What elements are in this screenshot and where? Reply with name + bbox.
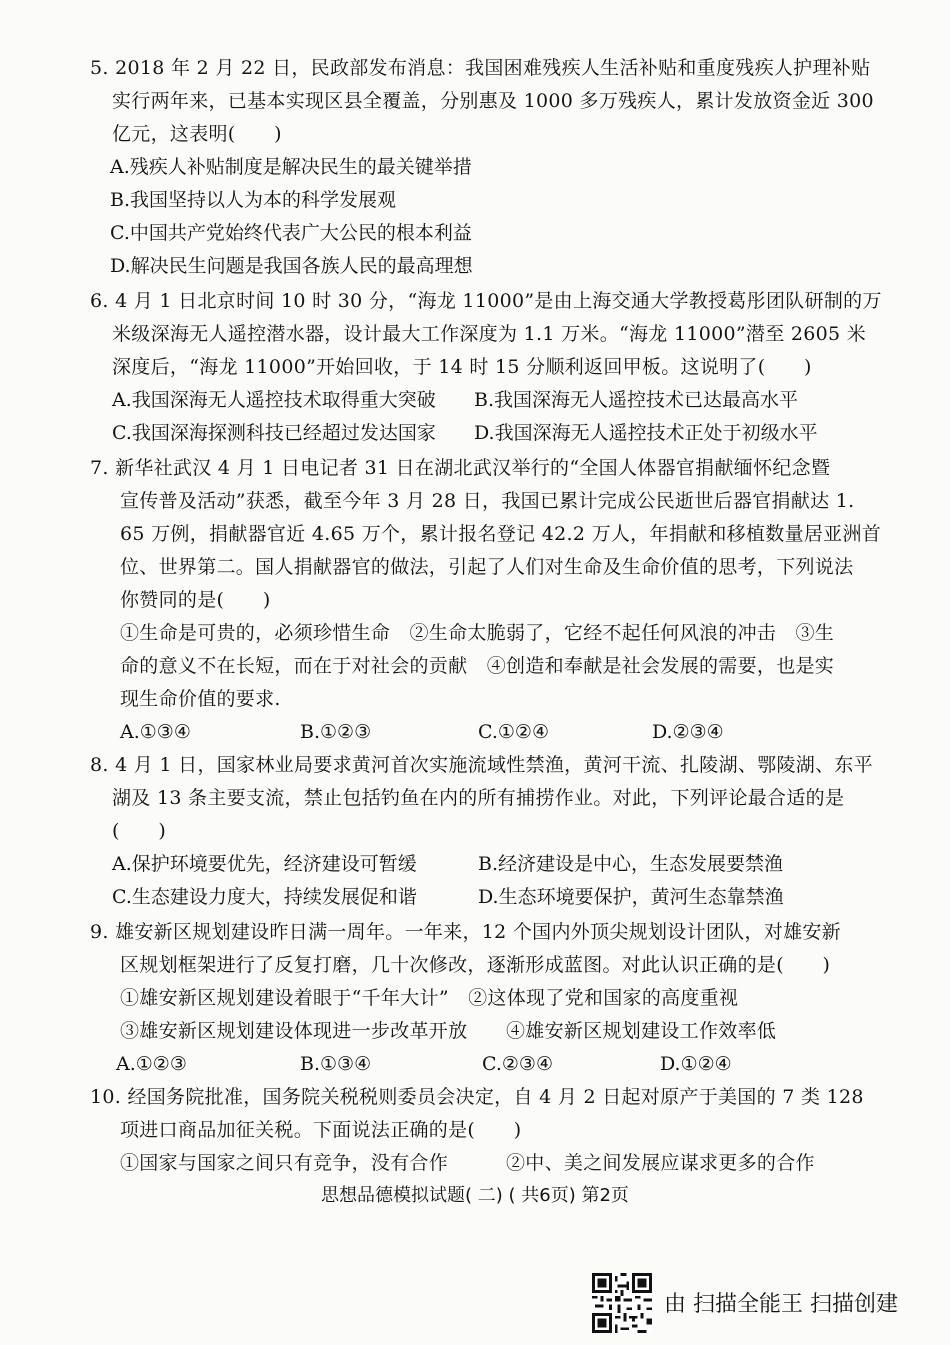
q5-line-2: 实行两年来，已基本实现区县全覆盖，分别惠及 1000 多万残疾人，累计发放资金近 300 (112, 90, 874, 112)
q6-option-d: D.我国深海无人遥控技术正处于初级水平 (474, 422, 818, 444)
q5-line-1: 5. 2018 年 2 月 22 日，民政部发布消息：我国困难残疾人生活补贴和重度残疾人护理补贴 (90, 57, 871, 79)
q8-option-d: D.生态环境要保护，黄河生态靠禁渔 (478, 886, 784, 908)
q9-line-2: 区规划框架进行了反复打磨，几十次修改，逐渐形成蓝图。对此认识正确的是( ) (120, 954, 831, 976)
q6-line-1: 6. 4 月 1 日北京时间 10 时 30 分，“海龙 11000”是由上海交通大学教授葛彤团队研制的万 (90, 290, 882, 312)
q7-line-3: 65 万例，捐献器官近 4.65 万个，累计报名登记 42.2 万人，年捐献和移植数量居亚洲首 (120, 523, 882, 545)
q10-line-2: 项进口商品加征关税。下面说法正确的是( ) (120, 1119, 522, 1141)
q8-line-1: 8. 4 月 1 日，国家林业局要求黄河首次实施流域性禁渔，黄河干流、扎陵湖、鄂陵湖、东平 (90, 754, 873, 776)
q9-option-a: A.①②③ (116, 1053, 187, 1075)
q10-line-3: ①国家与国家之间只有竞争，没有合作 ②中、美之间发展应谋求更多的合作 (120, 1152, 815, 1174)
q8-option-c: C.生态建设力度大，持续发展促和谐 (112, 886, 417, 908)
q9-line-1: 9. 雄安新区规划建设昨日满一周年。一年来，12 个国内外顶尖规划设计团队，对雄安新 (90, 921, 841, 943)
q7-option-d: D.②③④ (652, 721, 724, 743)
q8-option-b: B.经济建设是中心，生态发展要禁渔 (478, 853, 784, 875)
q8-line-2: 湖及 13 条主要支流，禁止包括钓鱼在内的所有捕捞作业。对此，下列评论最合适的是 (112, 787, 845, 809)
q6-line-3: 深度后，“海龙 11000”开始回收，于 14 时 15 分顺利返回甲板。这说明了( ) (112, 356, 812, 378)
q7-line-2: 宣传普及活动”获悉，截至今年 3 月 28 日，我国已累计完成公民逝世后器官捐献达 1. (120, 490, 855, 512)
q7-option-a: A.①③④ (120, 721, 191, 743)
q7-line-1: 7. 新华社武汉 4 月 1 日电记者 31 日在湖北武汉举行的“全国人体器官捐献缅怀纪念暨 (90, 457, 831, 479)
q5-line-3: 亿元，这表明( ) (112, 123, 282, 145)
q9-option-c: C.②③④ (482, 1053, 553, 1075)
q8-option-a: A.保护环境要优先，经济建设可暂缓 (112, 853, 417, 875)
q5-option-d: D.解决民生问题是我国各族人民的最高理想 (110, 255, 473, 277)
q9-option-b: B.①③④ (300, 1053, 372, 1075)
q7-option-c: C.①②④ (478, 721, 549, 743)
q7-line-4: 位、世界第二。国人捐献器官的做法，引起了人们对生命及生命价值的思考，下列说法 (120, 556, 854, 578)
q9-line-4: ③雄安新区规划建设体现进一步改革开放 ④雄安新区规划建设工作效率低 (120, 1020, 777, 1042)
q6-option-b: B.我国深海无人遥控技术已达最高水平 (474, 389, 799, 411)
q7-line-8: 现生命价值的要求. (120, 688, 281, 710)
q9-option-d: D.①②④ (660, 1053, 732, 1075)
q6-option-a: A.我国深海无人遥控技术取得重大突破 (112, 389, 436, 411)
q10-line-1: 10. 经国务院批准，国务院关税税则委员会决定，自 4 月 2 日起对原产于美国的 7 类 128 (90, 1086, 864, 1108)
q8-line-3: ( ) (112, 820, 167, 842)
scanner-watermark-text: 由 扫描全能王 扫描创建 (664, 1292, 898, 1317)
q9-line-3: ①雄安新区规划建设着眼于“千年大计” ②这体现了党和国家的高度重视 (120, 987, 739, 1009)
q5-option-c: C.中国共产党始终代表广大公民的根本利益 (110, 222, 472, 244)
q7-line-5: 你赞同的是( ) (120, 589, 271, 611)
q5-option-a: A.残疾人补贴制度是解决民生的最关键举措 (110, 156, 472, 178)
q6-option-c: C.我国深海探测科技已经超过发达国家 (112, 422, 436, 444)
q7-option-b: B.①②③ (300, 721, 372, 743)
qr-code-icon (592, 1273, 652, 1333)
page-footer: 思想品德模拟试题( 二) ( 共6页) 第2页 (321, 1185, 629, 1206)
q7-line-6: ①生命是可贵的，必须珍惜生命 ②生命太脆弱了，它经不起任何风浪的冲击 ③生 (120, 622, 835, 644)
q6-line-2: 米级深海无人遥控潜水器，设计最大工作深度为 1.1 万米。“海龙 11000”潜至 2605 米 (112, 323, 867, 345)
q5-option-b: B.我国坚持以人为本的科学发展观 (110, 189, 397, 211)
q7-line-7: 命的意义不在长短，而在于对社会的贡献 ④创造和奉献是社会发展的需要，也是实 (120, 655, 835, 677)
